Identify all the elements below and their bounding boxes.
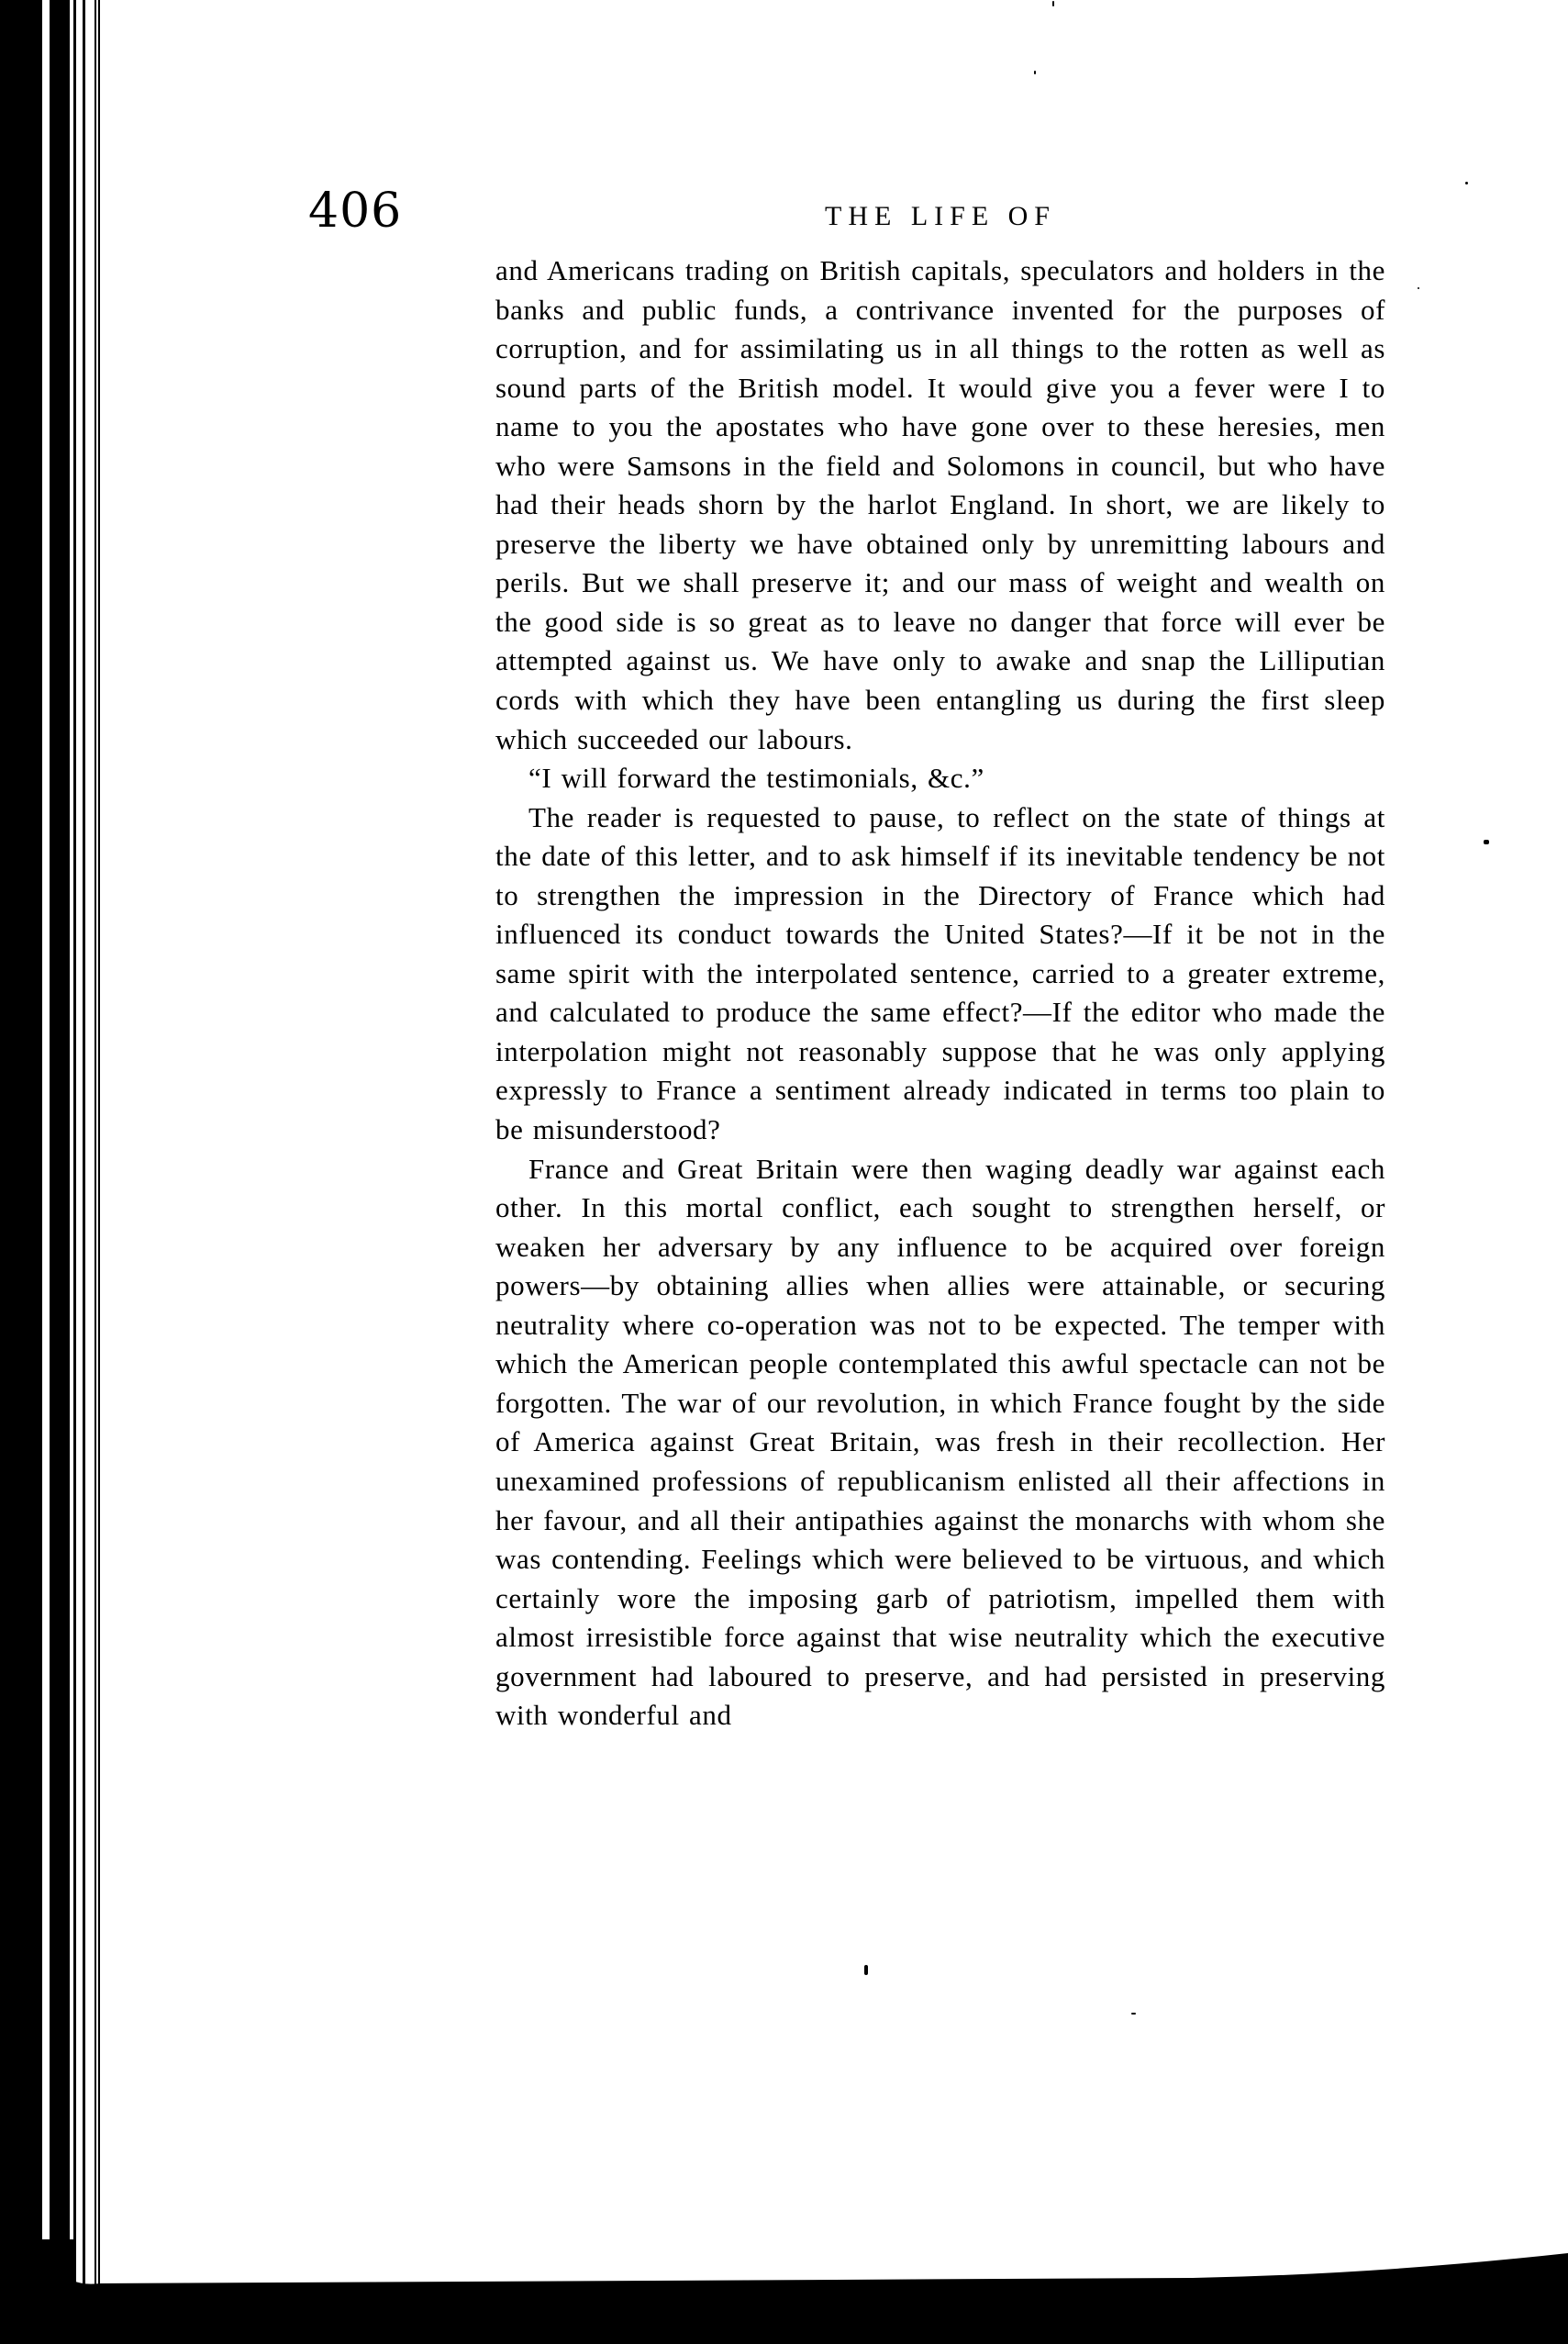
scan-speck [1052,1,1054,6]
running-head: THE LIFE OF [825,201,1056,231]
paragraph-quote: “I will forward the testimonials, &c.” [528,762,984,795]
scan-speck [1418,287,1419,289]
scan-speck [1034,71,1036,74]
binding-edge [0,0,37,2344]
body-text [495,251,1385,1736]
scan-speck [1131,2013,1136,2015]
scan-speck [1465,182,1468,184]
paragraph-continued: and Americans trading on British capitals, speculators and holders in the banks and public funds, a contrivance invented for the purposes of corruption, and for assimilating us in all things to the rotten as well as sound parts of the British model. It would give you a fever were I to name to you the apostates who have gone over to these heresies, men who were Samsons in the field and Solomons in council, but who have had their heads shorn by the harlot England. In short, we are likely to preserve the liberty we have obtained only by unremitting labours and perils. But we shall preserve it; and our mass of weight and wealth on the good side is so great as to leave no danger that force will ever be attempted against us. We have only to awake and snap the Lilliputian cords with which they have been entangling us during the first sleep which succeeded our labours. [495,254,1385,755]
scan-speck [864,1965,868,1975]
paragraph: France and Great Britain were then waging deadly war against each other. In this mortal conflict, each sought to strengthen herself, or weaken her adversary by any influence to be acquired over foreign powers—by obtaining allies when allies were attainable, or securing neutrality where co-operation was not to be expected. The temper with which the American people contemplated this awful spectacle can not be forgotten. The war of our revolution, in which France fought by the side of America against Great Britain, was fresh in their recollection. Her unexamined professions of republicanism enlisted all their affections in her favour, and all their antipathies against the monarchs with whom she was contending. Feelings which were believed to be virtuous, and which certainly wore the imposing garb of patriotism, impelled them with almost irresistible force against that wise neutrality which the executive government had laboured to preserve, and had persisted in preserving with wonderful and [495,1152,1385,1732]
scan-bottom-edge [0,2239,1568,2344]
page-number: 406 [308,184,403,239]
scan-speck [1484,840,1489,844]
paragraph: The reader is requested to pause, to reflect on the state of things at the date of this letter, and to ask himself if its inevitable tendency be not to strengthen the impression in the Directory of France which had influenced its conduct towards the United States?—If it be not in the same spirit with the interpolated sentence, carried to a greater extreme, and calculated to produce the same effect?—If the editor who made the interpolation might not reasonably suppose that he was only applying expressly to France a sentiment already indicated in terms too plain to be misunderstood? [495,800,1385,1146]
